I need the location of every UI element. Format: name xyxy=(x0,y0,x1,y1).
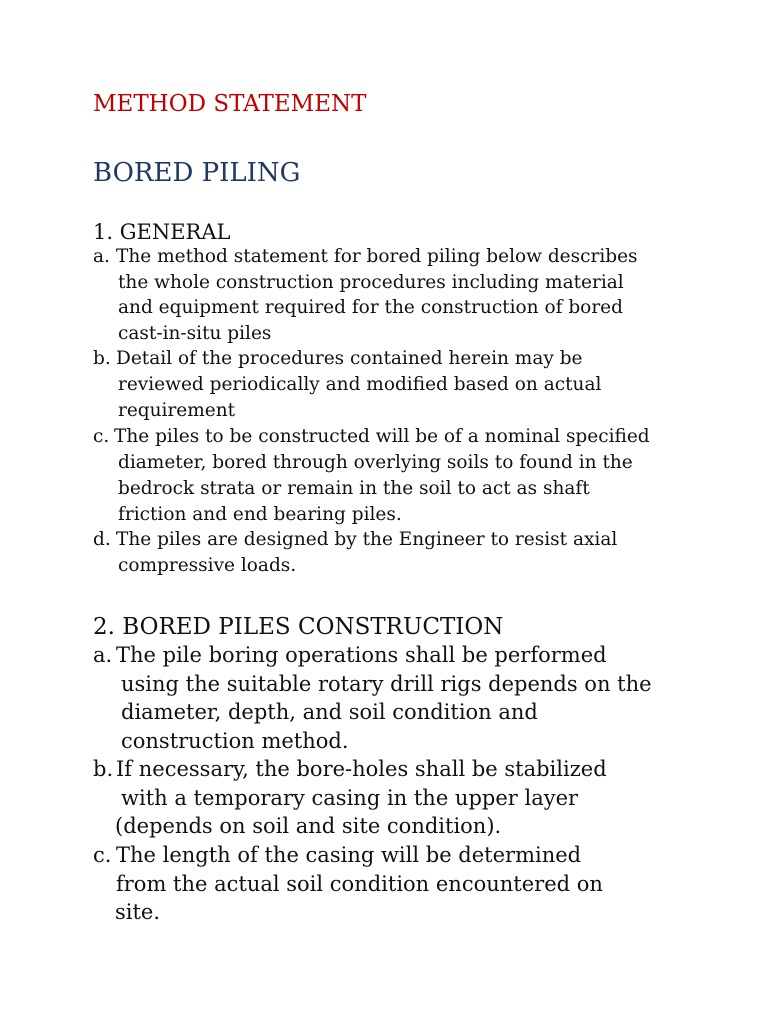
item-text-line: requirement xyxy=(118,400,236,421)
item-marker: a. xyxy=(93,246,110,267)
item-text-line: site. xyxy=(115,900,161,924)
item-text-line: using the suitable rotary drill rigs depends on the xyxy=(121,672,652,696)
item-marker: b. xyxy=(93,348,111,369)
doc-type-heading: METHOD STATEMENT xyxy=(93,91,367,117)
item-marker: c. xyxy=(93,843,112,867)
item-text-line: with a temporary casing in the upper layer xyxy=(121,786,579,810)
page-title: BORED PILING xyxy=(93,158,301,188)
item-text-line: from the actual soil condition encountered on xyxy=(116,872,603,896)
item-text-line: The length of the casing will be determined xyxy=(116,843,582,867)
section-heading-general: 1. GENERAL xyxy=(93,220,231,244)
item-marker: c. xyxy=(93,426,110,447)
item-text-line: diameter, bored through overlying soils to found in the xyxy=(118,452,633,473)
item-marker: d. xyxy=(93,529,111,550)
item-text-line: friction and end bearing piles. xyxy=(118,504,402,525)
item-text-line: If necessary, the bore-holes shall be stabilized xyxy=(116,757,607,781)
item-text-line: The method statement for bored piling below describes xyxy=(116,246,638,267)
item-marker: a. xyxy=(93,643,113,667)
item-text-line: The piles are designed by the Engineer to resist axial xyxy=(116,529,618,550)
item-text-line: reviewed periodically and modified based on actual xyxy=(118,374,602,395)
item-text-line: (depends on soil and site condition). xyxy=(115,814,502,838)
item-text-line: and equipment required for the construction of bored xyxy=(118,297,623,318)
item-text-line: bedrock strata or remain in the soil to act as shaft xyxy=(118,478,590,499)
item-text-line: Detail of the procedures contained herein may be xyxy=(116,348,583,369)
item-text-line: the whole construction procedures including material xyxy=(118,272,624,293)
item-marker: b. xyxy=(93,757,114,781)
section-heading-construction: 2. BORED PILES CONSTRUCTION xyxy=(93,614,504,640)
item-text-line: diameter, depth, and soil condition and xyxy=(121,700,538,724)
item-text-line: construction method. xyxy=(121,729,349,753)
item-text-line: compressive loads. xyxy=(118,555,297,576)
item-text-line: The piles to be constructed will be of a nominal specified xyxy=(114,426,650,447)
item-text-line: cast-in-situ piles xyxy=(118,323,272,344)
item-text-line: The pile boring operations shall be performed xyxy=(116,643,607,667)
